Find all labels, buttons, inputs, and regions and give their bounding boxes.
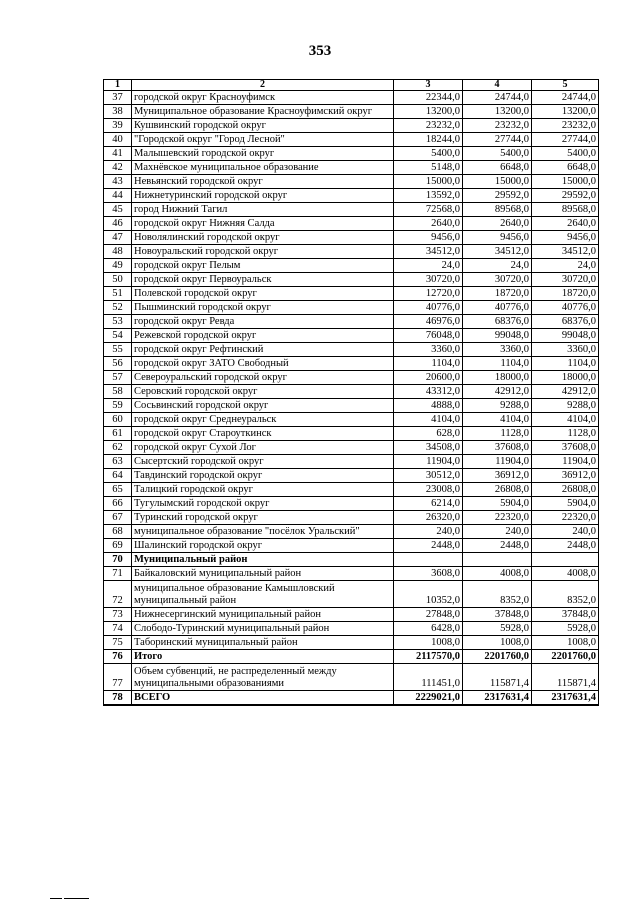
- row-number: 66: [104, 497, 132, 511]
- row-value-col5: 6648,0: [532, 161, 599, 175]
- row-value-col3: 1104,0: [394, 357, 463, 371]
- table-row: [104, 329, 599, 343]
- table-row: [104, 189, 599, 203]
- row-value-col3: 30512,0: [394, 469, 463, 483]
- row-name: городской округ Красноуфимск: [132, 91, 394, 105]
- row-value-col5: 26808,0: [532, 483, 599, 497]
- row-number: 46: [104, 217, 132, 231]
- table-row: [104, 427, 599, 441]
- row-value-col3: 10352,0: [394, 581, 463, 608]
- row-name: Туринский городской округ: [132, 511, 394, 525]
- row-value-col5: 5400,0: [532, 147, 599, 161]
- row-number: 50: [104, 273, 132, 287]
- row-number: 61: [104, 427, 132, 441]
- row-number: 42: [104, 161, 132, 175]
- table-row: [104, 231, 599, 245]
- row-value-col5: 24,0: [532, 259, 599, 273]
- row-name: Новоуральский городской округ: [132, 245, 394, 259]
- row-value-col4: 5400,0: [463, 147, 532, 161]
- row-value-col5: 18720,0: [532, 287, 599, 301]
- row-name: Новолялинский городской округ: [132, 231, 394, 245]
- row-value-col3: 34512,0: [394, 245, 463, 259]
- row-value-col4: 1104,0: [463, 357, 532, 371]
- row-value-col5: 1008,0: [532, 636, 599, 650]
- row-value-col5: 5904,0: [532, 497, 599, 511]
- row-value-col5: 29592,0: [532, 189, 599, 203]
- row-name: Малышевский городской округ: [132, 147, 394, 161]
- row-value-col3: 2117570,0: [394, 650, 463, 664]
- row-value-col3: 11904,0: [394, 455, 463, 469]
- row-value-col3: 46976,0: [394, 315, 463, 329]
- row-value-col4: 2640,0: [463, 217, 532, 231]
- row-value-col5: 37848,0: [532, 608, 599, 622]
- table-row: [104, 245, 599, 259]
- row-number: 40: [104, 133, 132, 147]
- row-value-col4: 1128,0: [463, 427, 532, 441]
- row-name: Объем субвенций, не распределенный между муниципальными образованиями: [132, 664, 394, 691]
- table-row: [104, 441, 599, 455]
- row-name: городской округ Пелым: [132, 259, 394, 273]
- row-value-col5: 23232,0: [532, 119, 599, 133]
- row-value-col4: 26808,0: [463, 483, 532, 497]
- row-name: Нижнетуринский городской округ: [132, 189, 394, 203]
- row-number: 45: [104, 203, 132, 217]
- row-value-col4: 9288,0: [463, 399, 532, 413]
- row-name: Режевской городской округ: [132, 329, 394, 343]
- row-value-col5: 4008,0: [532, 567, 599, 581]
- row-name: Байкаловский муниципальный район: [132, 567, 394, 581]
- row-number: 65: [104, 483, 132, 497]
- row-name: городской округ Сухой Лог: [132, 441, 394, 455]
- table-row: [104, 133, 599, 147]
- row-name: Сосьвинский городской округ: [132, 399, 394, 413]
- row-value-col4: 37608,0: [463, 441, 532, 455]
- row-number: 71: [104, 567, 132, 581]
- row-number: 37: [104, 91, 132, 105]
- row-value-col3: 72568,0: [394, 203, 463, 217]
- row-value-col5: 13200,0: [532, 105, 599, 119]
- header-col-5: 5: [532, 80, 599, 91]
- row-value-col4: 36912,0: [463, 469, 532, 483]
- table-row: [104, 147, 599, 161]
- table-row: [104, 636, 599, 650]
- row-value-col3: 5400,0: [394, 147, 463, 161]
- row-number: 78: [104, 691, 132, 706]
- row-name: Кушвинский городской округ: [132, 119, 394, 133]
- row-value-col3: 3608,0: [394, 567, 463, 581]
- table-row: [104, 91, 599, 105]
- row-value-col3: 23008,0: [394, 483, 463, 497]
- row-value-col5: 9288,0: [532, 399, 599, 413]
- row-number: 52: [104, 301, 132, 315]
- row-value-col5: 99048,0: [532, 329, 599, 343]
- header-col-1: 1: [104, 80, 132, 91]
- row-value-col4: 8352,0: [463, 581, 532, 608]
- row-number: 70: [104, 553, 132, 567]
- row-value-col4: 1008,0: [463, 636, 532, 650]
- row-name: городской округ Первоуральск: [132, 273, 394, 287]
- table-row: [104, 371, 599, 385]
- row-number: 64: [104, 469, 132, 483]
- row-value-col5: 68376,0: [532, 315, 599, 329]
- table-row: [104, 175, 599, 189]
- row-value-col3: 2229021,0: [394, 691, 463, 706]
- row-value-col5: 22320,0: [532, 511, 599, 525]
- row-value-col4: 42912,0: [463, 385, 532, 399]
- row-value-col3: 43312,0: [394, 385, 463, 399]
- row-value-col3: 2448,0: [394, 539, 463, 553]
- row-value-col3: [394, 553, 463, 567]
- row-value-col3: 13200,0: [394, 105, 463, 119]
- table-row: [104, 650, 599, 664]
- row-name: городской округ ЗАТО Свободный: [132, 357, 394, 371]
- row-value-col3: 6214,0: [394, 497, 463, 511]
- row-name: Сысертский городской округ: [132, 455, 394, 469]
- row-name: Тугулымский городской округ: [132, 497, 394, 511]
- table-row: [104, 664, 599, 691]
- row-name: Серовский городской округ: [132, 385, 394, 399]
- row-value-col5: 37608,0: [532, 441, 599, 455]
- row-number: 49: [104, 259, 132, 273]
- row-number: 39: [104, 119, 132, 133]
- row-value-col3: 9456,0: [394, 231, 463, 245]
- row-value-col3: 1008,0: [394, 636, 463, 650]
- row-name: Талицкий городской округ: [132, 483, 394, 497]
- row-value-col4: 11904,0: [463, 455, 532, 469]
- row-number: 41: [104, 147, 132, 161]
- row-value-col5: 1104,0: [532, 357, 599, 371]
- row-value-col4: 37848,0: [463, 608, 532, 622]
- row-value-col4: 4104,0: [463, 413, 532, 427]
- row-number: 68: [104, 525, 132, 539]
- row-number: 47: [104, 231, 132, 245]
- row-value-col4: 115871,4: [463, 664, 532, 691]
- row-value-col5: 1128,0: [532, 427, 599, 441]
- footer-rule: [50, 898, 62, 899]
- row-number: 69: [104, 539, 132, 553]
- row-value-col3: 2640,0: [394, 217, 463, 231]
- row-name: ВСЕГО: [132, 691, 394, 706]
- row-name: Махнёвское муниципальное образование: [132, 161, 394, 175]
- table-row: [104, 161, 599, 175]
- table-row: [104, 217, 599, 231]
- table-row: [104, 691, 599, 706]
- row-value-col5: 40776,0: [532, 301, 599, 315]
- row-number: 51: [104, 287, 132, 301]
- row-name: Таборинский муниципальный район: [132, 636, 394, 650]
- table-row: [104, 581, 599, 608]
- row-name: городской округ Рефтинский: [132, 343, 394, 357]
- table-row: [104, 259, 599, 273]
- table-row: [104, 511, 599, 525]
- row-value-col4: 4008,0: [463, 567, 532, 581]
- row-number: 59: [104, 399, 132, 413]
- row-value-col5: 18000,0: [532, 371, 599, 385]
- row-name: город Нижний Тагил: [132, 203, 394, 217]
- row-name: городской округ Нижняя Салда: [132, 217, 394, 231]
- row-number: 76: [104, 650, 132, 664]
- row-value-col4: 2317631,4: [463, 691, 532, 706]
- row-value-col3: 20600,0: [394, 371, 463, 385]
- table-row: [104, 315, 599, 329]
- row-value-col3: 5148,0: [394, 161, 463, 175]
- row-value-col5: 2201760,0: [532, 650, 599, 664]
- row-name: Муниципальный район: [132, 553, 394, 567]
- row-value-col3: 34508,0: [394, 441, 463, 455]
- row-value-col3: 6428,0: [394, 622, 463, 636]
- row-value-col4: 240,0: [463, 525, 532, 539]
- row-number: 43: [104, 175, 132, 189]
- row-value-col3: 30720,0: [394, 273, 463, 287]
- row-value-col5: 27744,0: [532, 133, 599, 147]
- row-value-col5: 5928,0: [532, 622, 599, 636]
- row-value-col3: 4104,0: [394, 413, 463, 427]
- footer-rule: [64, 898, 89, 899]
- table-row: [104, 497, 599, 511]
- row-value-col4: 3360,0: [463, 343, 532, 357]
- table-row: [104, 622, 599, 636]
- row-value-col5: 34512,0: [532, 245, 599, 259]
- row-number: 48: [104, 245, 132, 259]
- row-value-col5: 15000,0: [532, 175, 599, 189]
- table-row: [104, 469, 599, 483]
- row-value-col5: 36912,0: [532, 469, 599, 483]
- table-header-row: [104, 80, 599, 91]
- row-number: 56: [104, 357, 132, 371]
- header-col-3: 3: [394, 80, 463, 91]
- row-name: Пышминский городской округ: [132, 301, 394, 315]
- table-row: [104, 483, 599, 497]
- row-name: муниципальное образование "посёлок Уральский": [132, 525, 394, 539]
- row-number: 54: [104, 329, 132, 343]
- row-number: 73: [104, 608, 132, 622]
- row-value-col3: 111451,0: [394, 664, 463, 691]
- row-value-col3: 26320,0: [394, 511, 463, 525]
- row-value-col4: 6648,0: [463, 161, 532, 175]
- row-value-col4: 99048,0: [463, 329, 532, 343]
- row-value-col4: 27744,0: [463, 133, 532, 147]
- row-value-col4: 2201760,0: [463, 650, 532, 664]
- table-row: [104, 105, 599, 119]
- row-value-col5: 2448,0: [532, 539, 599, 553]
- table-row: [104, 357, 599, 371]
- table-row: [104, 539, 599, 553]
- row-value-col4: 18000,0: [463, 371, 532, 385]
- row-value-col4: 24744,0: [463, 91, 532, 105]
- row-value-col4: 68376,0: [463, 315, 532, 329]
- table-row: [104, 385, 599, 399]
- row-number: 67: [104, 511, 132, 525]
- row-value-col5: 89568,0: [532, 203, 599, 217]
- row-number: 57: [104, 371, 132, 385]
- row-value-col4: 29592,0: [463, 189, 532, 203]
- row-value-col3: 40776,0: [394, 301, 463, 315]
- row-value-col4: 30720,0: [463, 273, 532, 287]
- row-value-col4: 2448,0: [463, 539, 532, 553]
- row-number: 44: [104, 189, 132, 203]
- row-value-col3: 18244,0: [394, 133, 463, 147]
- row-number: 53: [104, 315, 132, 329]
- row-value-col5: 8352,0: [532, 581, 599, 608]
- table-row: [104, 608, 599, 622]
- header-col-4: 4: [463, 80, 532, 91]
- row-value-col5: 9456,0: [532, 231, 599, 245]
- row-name: городской округ Староуткинск: [132, 427, 394, 441]
- row-name: Муниципальное образование Красноуфимский округ: [132, 105, 394, 119]
- row-value-col4: 13200,0: [463, 105, 532, 119]
- row-value-col4: 15000,0: [463, 175, 532, 189]
- table-row: [104, 553, 599, 567]
- row-name: Слободо-Туринский муниципальный район: [132, 622, 394, 636]
- table-row: [104, 413, 599, 427]
- table-row: [104, 567, 599, 581]
- subsidy-table: [103, 79, 599, 706]
- row-value-col4: 9456,0: [463, 231, 532, 245]
- row-value-col5: 2640,0: [532, 217, 599, 231]
- row-name: Полевской городской округ: [132, 287, 394, 301]
- row-value-col3: 24,0: [394, 259, 463, 273]
- row-value-col5: 240,0: [532, 525, 599, 539]
- row-value-col5: 115871,4: [532, 664, 599, 691]
- row-value-col5: 4104,0: [532, 413, 599, 427]
- table-row: [104, 399, 599, 413]
- row-value-col4: 22320,0: [463, 511, 532, 525]
- row-name: Североуральский городской округ: [132, 371, 394, 385]
- table-row: [104, 525, 599, 539]
- row-value-col4: 23232,0: [463, 119, 532, 133]
- row-number: 58: [104, 385, 132, 399]
- row-value-col4: 34512,0: [463, 245, 532, 259]
- row-value-col5: 42912,0: [532, 385, 599, 399]
- row-value-col4: 5904,0: [463, 497, 532, 511]
- row-value-col5: 30720,0: [532, 273, 599, 287]
- row-name: Нижнесергинский муниципальный район: [132, 608, 394, 622]
- table-row: [104, 455, 599, 469]
- row-value-col3: 15000,0: [394, 175, 463, 189]
- row-number: 62: [104, 441, 132, 455]
- table-row: [104, 203, 599, 217]
- row-value-col3: 628,0: [394, 427, 463, 441]
- row-value-col3: 76048,0: [394, 329, 463, 343]
- row-number: 75: [104, 636, 132, 650]
- header-col-2: 2: [132, 80, 394, 91]
- row-value-col5: 24744,0: [532, 91, 599, 105]
- row-value-col4: 24,0: [463, 259, 532, 273]
- row-number: 77: [104, 664, 132, 691]
- table-row: [104, 119, 599, 133]
- table-row: [104, 301, 599, 315]
- table-row: [104, 343, 599, 357]
- row-name: муниципальное образование Камышловский муниципальный район: [132, 581, 394, 608]
- row-value-col4: 40776,0: [463, 301, 532, 315]
- table-body: [104, 80, 599, 706]
- row-name: Тавдинский городской округ: [132, 469, 394, 483]
- row-number: 63: [104, 455, 132, 469]
- row-name: Шалинский городской округ: [132, 539, 394, 553]
- row-value-col3: 240,0: [394, 525, 463, 539]
- table-row: [104, 273, 599, 287]
- row-number: 38: [104, 105, 132, 119]
- row-value-col4: [463, 553, 532, 567]
- row-value-col3: 13592,0: [394, 189, 463, 203]
- row-value-col4: 5928,0: [463, 622, 532, 636]
- row-number: 60: [104, 413, 132, 427]
- row-name: городской округ Среднеуральск: [132, 413, 394, 427]
- row-name: городской округ Ревда: [132, 315, 394, 329]
- row-value-col3: 12720,0: [394, 287, 463, 301]
- row-number: 74: [104, 622, 132, 636]
- page-number: 353: [308, 43, 332, 59]
- row-value-col3: 27848,0: [394, 608, 463, 622]
- row-value-col5: 2317631,4: [532, 691, 599, 706]
- row-value-col5: 11904,0: [532, 455, 599, 469]
- row-value-col5: 3360,0: [532, 343, 599, 357]
- row-value-col3: 3360,0: [394, 343, 463, 357]
- row-name: Невьянский городской округ: [132, 175, 394, 189]
- row-value-col4: 89568,0: [463, 203, 532, 217]
- row-value-col5: [532, 553, 599, 567]
- row-number: 55: [104, 343, 132, 357]
- row-value-col3: 23232,0: [394, 119, 463, 133]
- row-number: 72: [104, 581, 132, 608]
- row-value-col3: 22344,0: [394, 91, 463, 105]
- row-name: "Городской округ "Город Лесной": [132, 133, 394, 147]
- row-name: Итого: [132, 650, 394, 664]
- row-value-col3: 4888,0: [394, 399, 463, 413]
- row-value-col4: 18720,0: [463, 287, 532, 301]
- table-row: [104, 287, 599, 301]
